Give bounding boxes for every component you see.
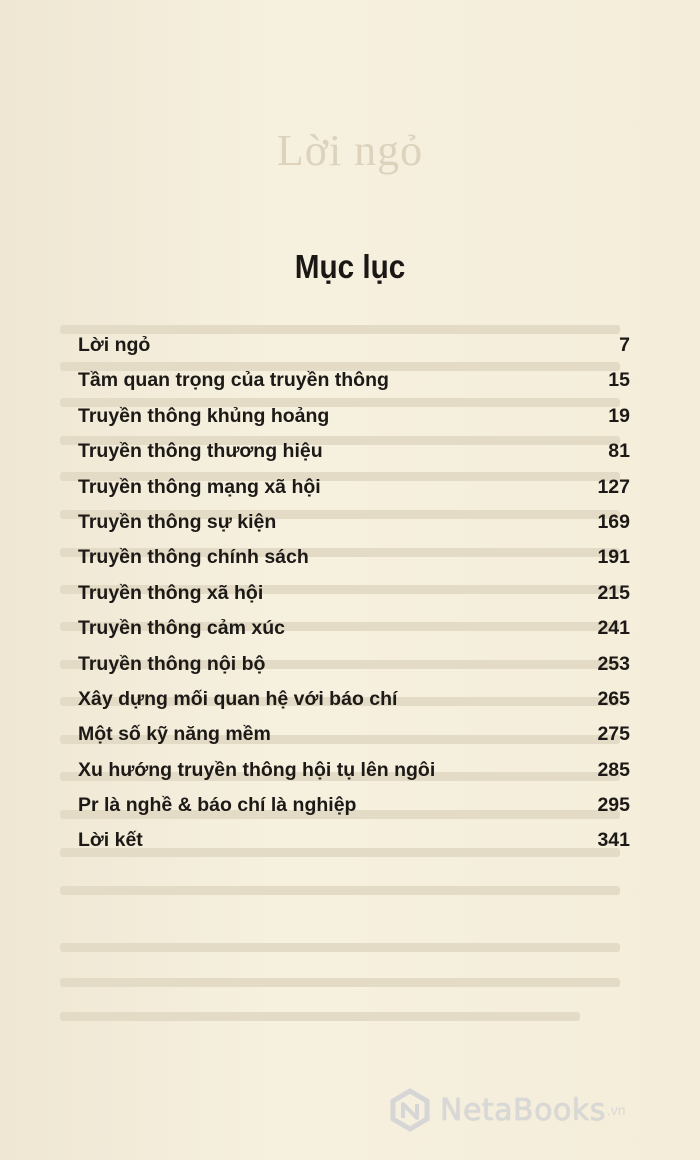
background-show-through-title: Lời ngỏ xyxy=(276,126,424,175)
toc-entry[interactable] xyxy=(78,546,630,581)
toc-entry[interactable] xyxy=(78,476,630,511)
toc-entry[interactable] xyxy=(78,653,630,688)
toc-entry-page: 81 xyxy=(608,440,630,463)
toc-entry-label: Truyền thông khủng hoảng xyxy=(78,404,330,427)
toc-entry-page: 241 xyxy=(597,617,630,640)
toc-entry-page: 265 xyxy=(597,687,630,710)
toc-entry-page: 253 xyxy=(597,652,630,675)
toc-entry-label: Truyền thông chính sách xyxy=(78,546,309,569)
netabooks-logo-icon xyxy=(388,1088,432,1132)
toc-entry-label: Truyền thông thương hiệu xyxy=(78,440,323,463)
toc-entry-page: 191 xyxy=(597,546,630,569)
toc-entry-label: Lời kết xyxy=(78,829,143,852)
toc-entry-label: Lời ngỏ xyxy=(78,334,151,356)
toc-entry-label: Truyền thông mạng xã hội xyxy=(78,475,321,498)
toc-entry-label: Truyền thông cảm xúc xyxy=(78,617,285,640)
toc-entry[interactable] xyxy=(78,794,630,829)
toc-entry-page: 19 xyxy=(608,404,630,427)
toc-entry-page: 127 xyxy=(597,475,630,498)
toc-entry-label: Một số kỹ năng mềm xyxy=(78,723,271,746)
toc-entry-label: Truyền thông nội bộ xyxy=(78,652,266,675)
toc-entry-label: Truyền thông xã hội xyxy=(78,581,264,604)
toc-entry-page: 169 xyxy=(597,510,630,533)
toc-entry[interactable] xyxy=(78,334,630,369)
toc-entry[interactable] xyxy=(78,440,630,475)
toc-entry-label: Xây dựng mối quan hệ với báo chí xyxy=(78,687,398,710)
toc-entry[interactable] xyxy=(78,688,630,723)
toc-title: Mục lục xyxy=(294,248,406,285)
watermark-brand: NetaBooks xyxy=(440,1092,606,1128)
toc-entry-page: 7 xyxy=(619,334,630,356)
toc-entry-page: 15 xyxy=(608,369,630,392)
toc-entry-page: 341 xyxy=(597,829,630,852)
toc-entry[interactable] xyxy=(78,582,630,617)
toc-entry[interactable] xyxy=(78,829,630,864)
toc-entry-label: Xu hướng truyền thông hội tụ lên ngôi xyxy=(78,758,436,781)
toc-entry[interactable] xyxy=(78,723,630,758)
toc-entry-page: 295 xyxy=(597,794,630,817)
toc-entry[interactable] xyxy=(78,617,630,652)
table-of-contents xyxy=(78,334,630,865)
toc-entry-label: Pr là nghề & báo chí là nghiệp xyxy=(78,794,357,817)
toc-entry-page: 285 xyxy=(597,758,630,781)
toc-entry-label: Truyền thông sự kiện xyxy=(78,510,277,533)
netabooks-watermark xyxy=(388,1080,688,1140)
watermark-suffix: .vn xyxy=(606,1102,626,1118)
toc-entry[interactable] xyxy=(78,405,630,440)
toc-entry-page: 215 xyxy=(597,581,630,604)
toc-entry[interactable] xyxy=(78,511,630,546)
toc-entry-page: 275 xyxy=(597,723,630,746)
toc-entry[interactable] xyxy=(78,369,630,404)
toc-entry[interactable] xyxy=(78,759,630,794)
toc-entry-label: Tầm quan trọng của truyền thông xyxy=(78,369,389,392)
